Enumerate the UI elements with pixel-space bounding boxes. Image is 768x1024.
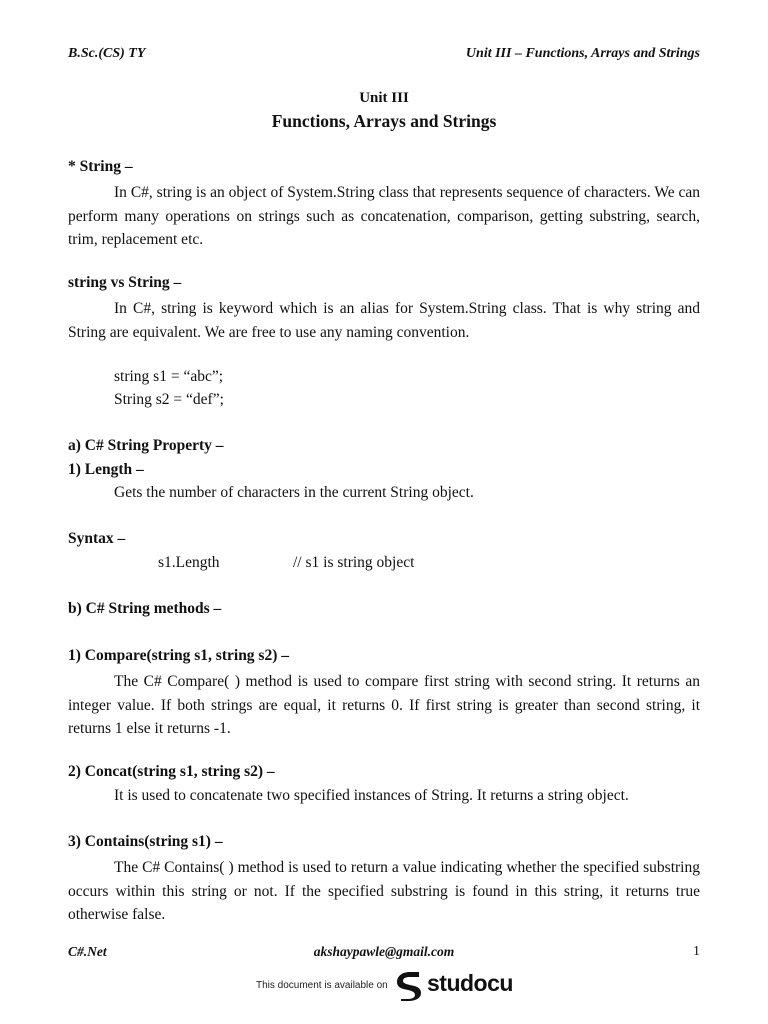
code-line: String s2 = “def”; (114, 391, 224, 408)
subheading-contains: 3) Contains(string s1) – (68, 833, 223, 850)
studocu-logo-icon (394, 970, 424, 1002)
paragraph-length: Gets the number of characters in the current String object. (114, 484, 474, 501)
paragraph-concat: It is used to concatenate two specified instances of String. It returns a string object. (114, 787, 629, 804)
header-unit: Unit III – Functions, Arrays and Strings (465, 46, 700, 61)
studocu-banner[interactable] (0, 968, 768, 1008)
section-heading-methods: b) C# String methods – (68, 600, 222, 617)
header-course: B.Sc.(CS) TY (68, 46, 146, 61)
page-title: Functions, Arrays and Strings (271, 111, 497, 131)
footer-email: akshaypawle@gmail.com (313, 944, 455, 959)
subheading-concat: 2) Concat(string s1, string s2) – (68, 763, 275, 780)
code-line: string s1 = “abc”; (114, 368, 224, 385)
subheading-compare: 1) Compare(string s1, string s2) – (68, 647, 290, 664)
footer-subject: C#.Net (68, 944, 107, 959)
syntax-code: s1.Length (158, 554, 220, 571)
page-number: 1 (693, 944, 700, 959)
section-heading-property: a) C# String Property – (68, 437, 224, 454)
subheading-syntax: Syntax – (68, 530, 126, 547)
section-heading-string: * String – (68, 158, 133, 175)
paragraph-string: In C#, string is an object of System.String class that represents sequence of characters. We can perform many operations on strings such as concatenation, comparison, getting substring, search, trim, replacement etc. (68, 184, 700, 248)
paragraph-string-vs: In C#, string is keyword which is an alias for System.String class. That is why string and String are equivalent. We are free to use any naming convention. (68, 300, 700, 341)
unit-label: Unit III (359, 90, 409, 106)
paragraph-compare: The C# Compare( ) method is used to compare first string with second string. It returns an integer value. If both strings are equal, it returns 0. If first string is greater than second string, it returns 1 else it returns -1. (68, 673, 700, 737)
paragraph-contains: The C# Contains( ) method is used to return a value indicating whether the specified substring occurs within this string or not. If the specified substring is found in this string, it returns true otherwise false. (68, 859, 700, 923)
section-heading-string-vs: string vs String – (68, 274, 182, 291)
banner-text: This document is available on (256, 980, 388, 991)
studocu-logo-text: studocu (427, 970, 513, 996)
subheading-length: 1) Length – (68, 461, 144, 478)
syntax-comment: // s1 is string object (293, 554, 415, 571)
